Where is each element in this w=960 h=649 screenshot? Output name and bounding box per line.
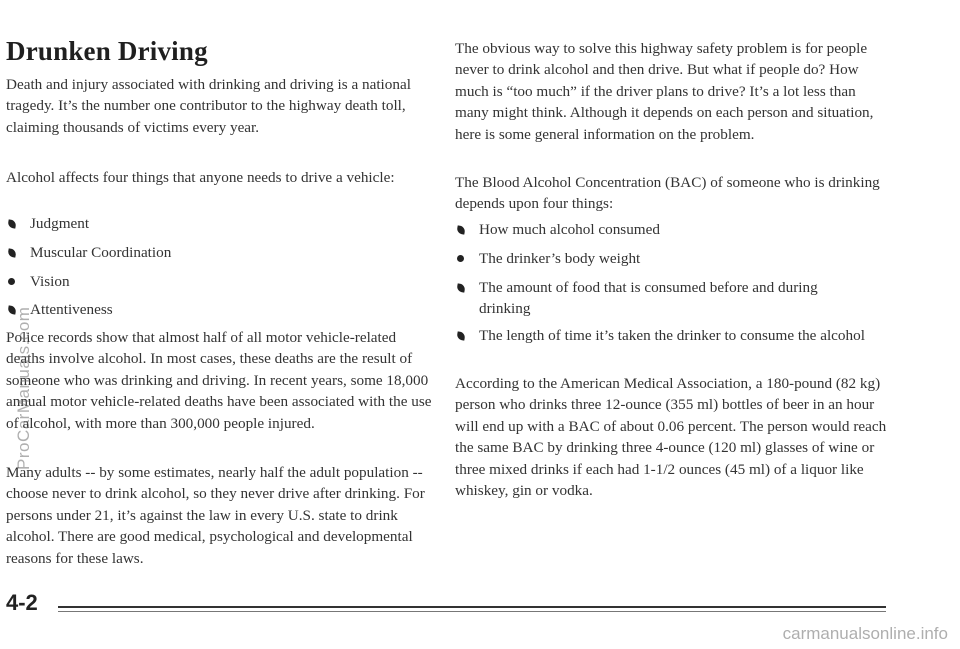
left-bullet-item	[8, 271, 428, 292]
right-bullet-item	[457, 219, 887, 240]
left-bullet-item	[8, 242, 428, 263]
left-bullet-item	[8, 213, 428, 234]
left-paragraph-3: Police records show that almost half of all motor vehicle-related deaths involve alcohol. In most cases, these deaths are the result of someone who was drinking and driving. In recent years, some 18,000 annual motor vehicle-related deaths have been associated with the use of alcohol, with more than 300,000 people injured.	[6, 329, 432, 432]
right-bullet-text: The drinker’s body weight	[479, 250, 641, 267]
left-paragraph-2: Alcohol affects four things that anyone needs to drive a vehicle:	[6, 169, 395, 186]
left-bullet-item	[8, 299, 428, 320]
right-bullet-item	[457, 248, 887, 269]
left-bullet-text: Judgment	[30, 215, 90, 232]
right-bullet-item	[457, 325, 887, 346]
left-paragraph-1: Death and injury associated with drinking and driving is a national tragedy. It’s the number one contributor to the highway death toll, claiming thousands of victims every year.	[6, 76, 411, 136]
footer-rule	[58, 606, 886, 608]
left-bullet-text: Vision	[30, 273, 70, 290]
bullet-dot-icon	[8, 278, 15, 285]
section-title: Drunken Driving	[6, 36, 208, 66]
bullet-dot-icon	[457, 255, 464, 262]
page-number: 4-2	[6, 590, 38, 615]
side-watermark: ProCarManuals.com	[14, 306, 33, 470]
bottom-watermark: carmanualsonline.info	[782, 624, 948, 643]
right-bullet-text: How much alcohol consumed	[479, 221, 660, 238]
right-bullet-text: The amount of food that is consumed before and during drinking	[479, 279, 818, 318]
left-paragraph-4: Many adults -- by some estimates, nearly half the adult population -- choose never to drink alcohol, so they never drive after drinking. For persons under 21, it’s against the law in every U.S. state to drink alcohol. There are good medical, psychological and developmental reasons for these laws.	[6, 464, 425, 567]
right-bullet-text: The length of time it’s taken the drinker to consume the alcohol	[479, 327, 865, 344]
right-bullet-item	[457, 277, 857, 320]
left-bullet-text: Attentiveness	[30, 301, 113, 318]
footer-rule-thin	[58, 611, 886, 612]
left-bullet-text: Muscular Coordination	[30, 244, 172, 261]
right-paragraph-1: The obvious way to solve this highway safety problem is for people never to drink alcohol and then drive. But what if people do? How much is “too much” if the driver plans to drive? It’s a lot less than many might think. Although it depends on each person and situation, here is some general information on the problem.	[455, 40, 874, 143]
right-paragraph-3: According to the American Medical Association, a 180-pound (82 kg) person who drinks three 12-ounce (355 ml) bottles of beer in an hour will end up with a BAC of about 0.06 percent. The person would reach the same BAC by drinking three 4-ounce (120 ml) glasses of wine or three mixed drinks if each had 1-1/2 ounces (45 ml) of a liquor like whiskey, gin or vodka.	[455, 375, 887, 500]
right-paragraph-2: The Blood Alcohol Concentration (BAC) of someone who is drinking depends upon four things:	[455, 174, 880, 213]
